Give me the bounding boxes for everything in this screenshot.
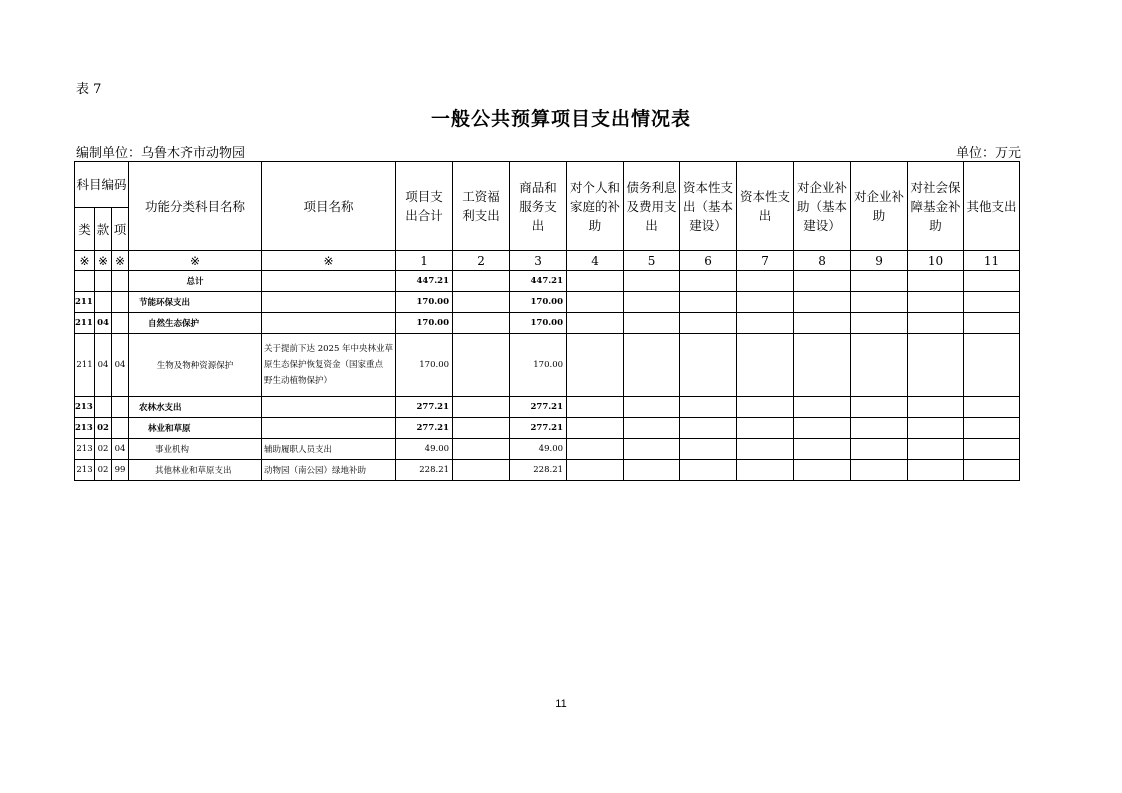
- xiang-cell: 99: [112, 460, 129, 481]
- xiang-cell: [112, 313, 129, 334]
- empty-cell: [680, 313, 737, 334]
- col4-header: [567, 162, 624, 251]
- xiang-cell: 04: [112, 334, 129, 397]
- table-row: [75, 271, 1020, 292]
- table-row: [75, 460, 1020, 481]
- func-name-cell: 自然生态保护: [129, 313, 262, 334]
- empty-cell: [964, 313, 1020, 334]
- empty-cell: [964, 271, 1020, 292]
- index-cell: 6: [680, 251, 737, 271]
- empty-cell: [851, 439, 908, 460]
- empty-cell: [567, 397, 624, 418]
- empty-cell: [737, 418, 794, 439]
- func-name-cell: 节能环保支出: [129, 292, 262, 313]
- empty-cell: [908, 334, 964, 397]
- empty-cell: [794, 313, 851, 334]
- empty-cell: [851, 292, 908, 313]
- index-cell: ※: [129, 251, 262, 271]
- empty-cell: [908, 418, 964, 439]
- empty-cell: [567, 460, 624, 481]
- empty-cell: [964, 292, 1020, 313]
- index-cell: ※: [262, 251, 396, 271]
- total-cell: 170.00: [396, 334, 453, 397]
- lei-cell: 213: [75, 418, 95, 439]
- empty-cell: [567, 271, 624, 292]
- lei-cell: 211: [75, 334, 95, 397]
- empty-cell: [851, 460, 908, 481]
- xiang-header: 项: [112, 208, 129, 251]
- table-number-label: 表 7: [76, 82, 102, 97]
- col1-header-text: 项目支出合计: [405, 189, 443, 223]
- col2-header: [453, 162, 510, 251]
- unit-label: 单位：万元: [956, 146, 1022, 161]
- proj-name-line: 原生态保护恢复资金（国家重点: [264, 360, 384, 370]
- col10-header: [908, 162, 964, 251]
- index-cell: 7: [737, 251, 794, 271]
- kuan-cell: [95, 397, 112, 418]
- empty-cell: [851, 397, 908, 418]
- empty-cell: [567, 418, 624, 439]
- index-cell: ※: [75, 251, 95, 271]
- func-name-cell: 其他林业和草原支出: [129, 460, 262, 481]
- empty-cell: [737, 292, 794, 313]
- total-cell: 170.00: [396, 292, 453, 313]
- total-cell: 49.00: [396, 439, 453, 460]
- empty-cell: [567, 334, 624, 397]
- col7-header: [737, 162, 794, 251]
- empty-cell: [737, 334, 794, 397]
- goods-cell: 447.21: [510, 271, 567, 292]
- empty-cell: [908, 397, 964, 418]
- index-cell: 8: [794, 251, 851, 271]
- table-row: [75, 292, 1020, 313]
- proj-name-cell: 动物园（南公园）绿地补助: [262, 460, 396, 481]
- table-row: [75, 397, 1020, 418]
- total-cell: 277.21: [396, 418, 453, 439]
- lei-cell: 213: [75, 439, 95, 460]
- empty-cell: [680, 397, 737, 418]
- index-cell: ※: [95, 251, 112, 271]
- goods-cell: 170.00: [510, 334, 567, 397]
- empty-cell: [680, 334, 737, 397]
- empty-cell: [624, 313, 680, 334]
- xiang-cell: 04: [112, 439, 129, 460]
- func-name-cell: 生物及物种资源保护: [129, 334, 262, 397]
- col6-header: [680, 162, 737, 251]
- col10-header-text: 对社会保障基金补助: [910, 179, 961, 233]
- kuan-cell: [95, 271, 112, 292]
- kuan-header: 款: [95, 208, 112, 251]
- empty-cell: [794, 334, 851, 397]
- kuan-cell: 02: [95, 460, 112, 481]
- lei-cell: 213: [75, 460, 95, 481]
- goods-cell: 277.21: [510, 418, 567, 439]
- kuan-cell: [95, 292, 112, 313]
- empty-cell: [567, 292, 624, 313]
- empty-cell: [908, 292, 964, 313]
- goods-cell: 170.00: [510, 292, 567, 313]
- org-label: 编制单位：乌鲁木齐市动物园: [76, 146, 246, 161]
- lei-cell: 211: [75, 313, 95, 334]
- empty-cell: [851, 313, 908, 334]
- page-title: 一般公共预算项目支出情况表: [430, 108, 691, 130]
- index-cell: 1: [396, 251, 453, 271]
- func-name-header: 功能分类科目名称: [129, 162, 262, 251]
- empty-cell: [453, 334, 510, 397]
- empty-cell: [453, 418, 510, 439]
- empty-cell: [908, 439, 964, 460]
- empty-cell: [624, 460, 680, 481]
- empty-cell: [624, 271, 680, 292]
- empty-cell: [680, 418, 737, 439]
- lei-cell: 213: [75, 397, 95, 418]
- index-cell: ※: [112, 251, 129, 271]
- empty-cell: [794, 460, 851, 481]
- col3-header-text: 商品和服务支出: [519, 179, 557, 233]
- goods-cell: 170.00: [510, 313, 567, 334]
- col9-header-text: 对企业补助: [854, 189, 905, 223]
- empty-cell: [453, 439, 510, 460]
- empty-cell: [624, 334, 680, 397]
- empty-cell: [964, 439, 1020, 460]
- empty-cell: [908, 460, 964, 481]
- empty-cell: [453, 313, 510, 334]
- empty-cell: [851, 334, 908, 397]
- empty-cell: [908, 313, 964, 334]
- empty-cell: [567, 313, 624, 334]
- kuan-cell: 02: [95, 439, 112, 460]
- lei-cell: [75, 271, 95, 292]
- empty-cell: [737, 313, 794, 334]
- func-name-cell: 农林水支出: [129, 397, 262, 418]
- kuan-cell: 02: [95, 418, 112, 439]
- table-row: [75, 439, 1020, 460]
- empty-cell: [908, 271, 964, 292]
- empty-cell: [794, 271, 851, 292]
- empty-cell: [794, 439, 851, 460]
- xiang-cell: [112, 397, 129, 418]
- empty-cell: [851, 271, 908, 292]
- lei-cell: 211: [75, 292, 95, 313]
- empty-cell: [624, 418, 680, 439]
- kuan-cell: 04: [95, 313, 112, 334]
- proj-name-cell: [262, 397, 396, 418]
- empty-cell: [964, 418, 1020, 439]
- func-name-cell: 林业和草原: [129, 418, 262, 439]
- col4-header-text: 对个人和家庭的补助: [570, 179, 621, 233]
- col7-header-text: 资本性支出: [740, 189, 791, 223]
- col1-header: [396, 162, 453, 251]
- index-cell: 4: [567, 251, 624, 271]
- empty-cell: [453, 271, 510, 292]
- index-cell: 3: [510, 251, 567, 271]
- index-cell: 10: [908, 251, 964, 271]
- total-cell: 447.21: [396, 271, 453, 292]
- empty-cell: [737, 271, 794, 292]
- col8-header-text: 对企业补助（基本建设）: [797, 179, 848, 233]
- proj-name-cell: [262, 334, 396, 397]
- empty-cell: [737, 397, 794, 418]
- index-row: [75, 251, 1020, 271]
- proj-name-cell: 辅助履职人员支出: [262, 439, 396, 460]
- col5-header-text: 债务利息及费用支出: [626, 179, 677, 233]
- func-name-cell: 事业机构: [129, 439, 262, 460]
- empty-cell: [737, 460, 794, 481]
- proj-name-cell: [262, 313, 396, 334]
- empty-cell: [453, 292, 510, 313]
- proj-name-cell: [262, 271, 396, 292]
- kuan-cell: 04: [95, 334, 112, 397]
- proj-name-header: 项目名称: [262, 162, 396, 251]
- xiang-cell: [112, 418, 129, 439]
- col6-header-text: 资本性支出（基本建设）: [683, 179, 734, 233]
- empty-cell: [794, 292, 851, 313]
- empty-cell: [794, 418, 851, 439]
- empty-cell: [964, 460, 1020, 481]
- empty-cell: [680, 271, 737, 292]
- empty-cell: [624, 397, 680, 418]
- proj-name-line: 关于提前下达 2025 年中央林业草: [264, 344, 394, 354]
- xiang-cell: [112, 292, 129, 313]
- index-cell: 2: [453, 251, 510, 271]
- page-number: 11: [555, 698, 567, 710]
- empty-cell: [737, 439, 794, 460]
- lei-header: 类: [75, 208, 95, 251]
- col8-header: [794, 162, 851, 251]
- col3-header: [510, 162, 567, 251]
- col9-header: [851, 162, 908, 251]
- empty-cell: [453, 397, 510, 418]
- func-name-cell: 总计: [129, 271, 262, 292]
- empty-cell: [680, 292, 737, 313]
- index-cell: 11: [964, 251, 1020, 271]
- goods-cell: 228.21: [510, 460, 567, 481]
- table-row: [75, 418, 1020, 439]
- col5-header: [624, 162, 680, 251]
- col2-header-text: 工资福利支出: [462, 189, 500, 223]
- total-cell: 228.21: [396, 460, 453, 481]
- empty-cell: [680, 439, 737, 460]
- empty-cell: [964, 334, 1020, 397]
- empty-cell: [851, 418, 908, 439]
- empty-cell: [567, 439, 624, 460]
- code-group-header: 科目编码: [75, 162, 129, 208]
- budget-table: [74, 161, 1020, 481]
- goods-cell: 277.21: [510, 397, 567, 418]
- empty-cell: [964, 397, 1020, 418]
- proj-name-line: 野生动植物保护）: [264, 376, 333, 386]
- proj-name-cell: [262, 292, 396, 313]
- index-cell: 9: [851, 251, 908, 271]
- xiang-cell: [112, 271, 129, 292]
- empty-cell: [624, 439, 680, 460]
- index-cell: 5: [624, 251, 680, 271]
- empty-cell: [624, 292, 680, 313]
- proj-name-cell: [262, 418, 396, 439]
- table-row: [75, 334, 1020, 397]
- total-cell: 170.00: [396, 313, 453, 334]
- col11-header: 其他支出: [964, 162, 1020, 251]
- total-cell: 277.21: [396, 397, 453, 418]
- empty-cell: [680, 460, 737, 481]
- empty-cell: [794, 397, 851, 418]
- empty-cell: [453, 460, 510, 481]
- table-row: [75, 313, 1020, 334]
- goods-cell: 49.00: [510, 439, 567, 460]
